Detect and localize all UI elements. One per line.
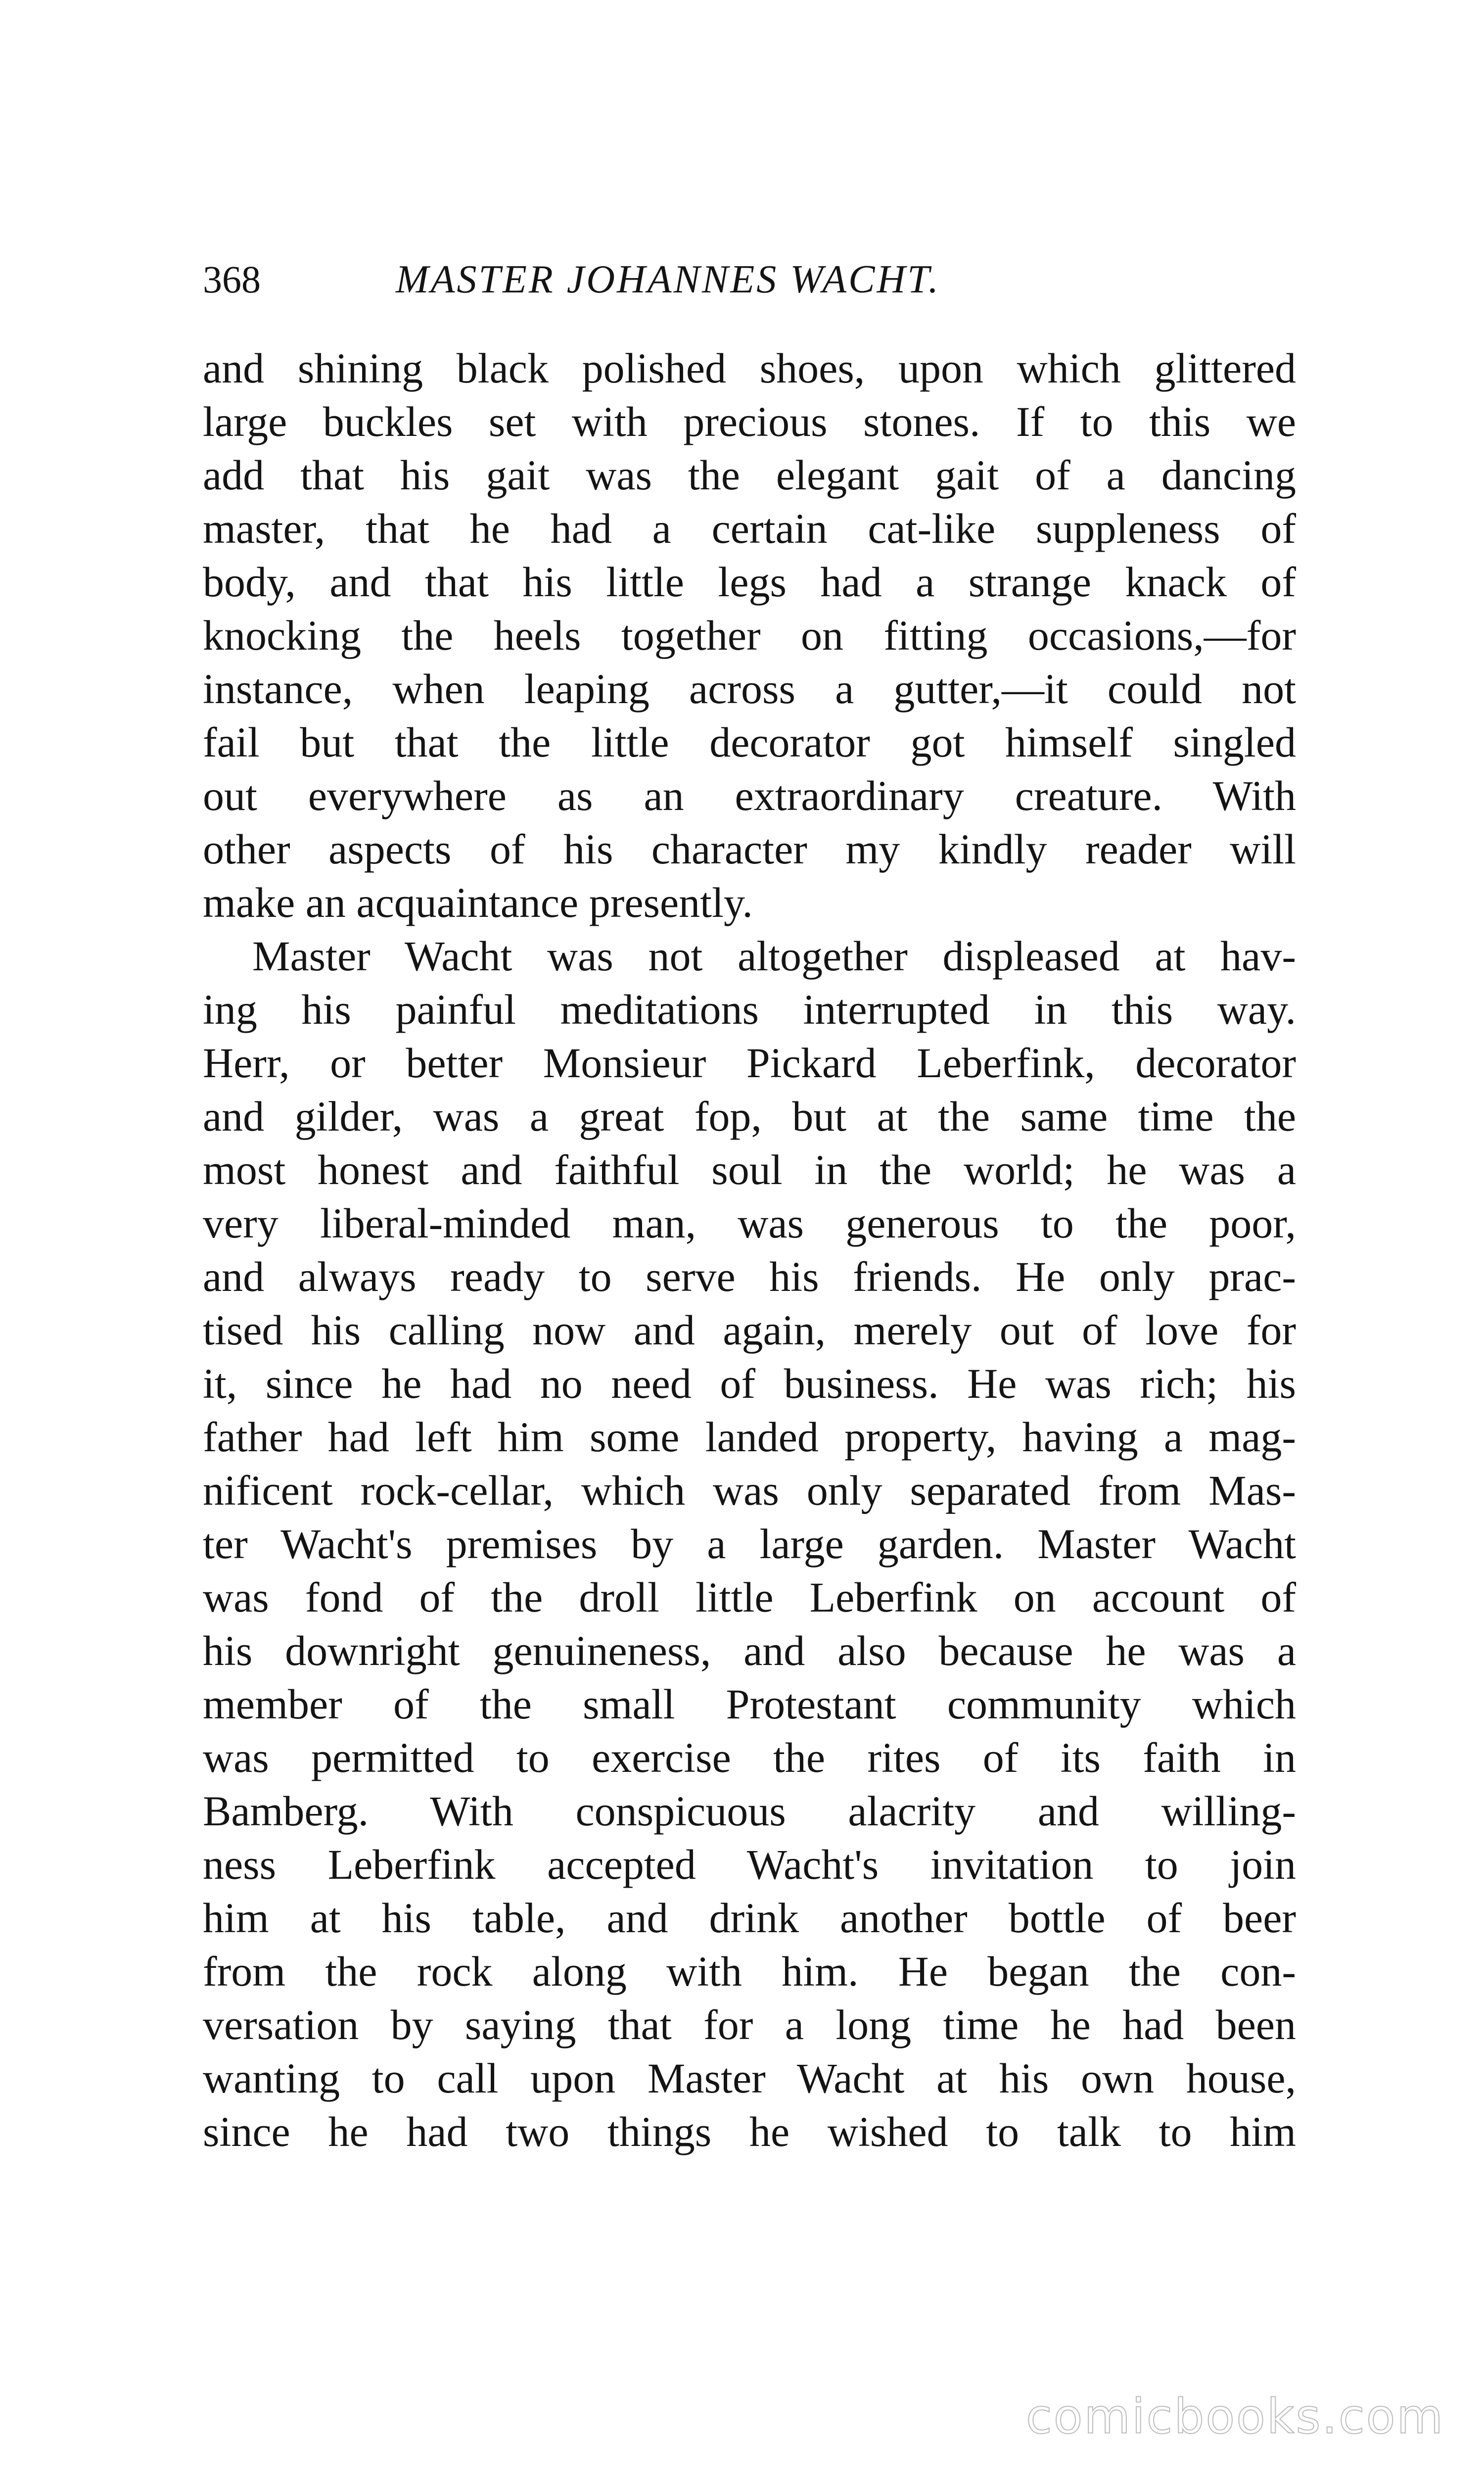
text-line: ness Leberfink accepted Wacht's invitation to join — [203, 1841, 1296, 1888]
text-line: tised his calling now and again, merely out of love for — [203, 1306, 1296, 1354]
text-line: master, that he had a certain cat-like suppleness of — [203, 505, 1296, 552]
text-line: versation by saying that for a long time he had been — [203, 2001, 1296, 2048]
text-line: father had left him some landed property, having a mag- — [203, 1413, 1296, 1461]
text-line: since he had two things he wished to talk to him — [203, 2108, 1296, 2155]
text-line: body, and that his little legs had a strange knack of — [203, 558, 1296, 606]
text-line: instance, when leaping across a gutter,—it could not — [203, 665, 1296, 713]
text-line: him at his table, and drink another bottle of beer — [203, 1894, 1296, 1942]
text-line: from the rock along with him. He began the con- — [203, 1948, 1296, 1995]
text-line: ing his painful meditations interrupted in this way. — [203, 986, 1296, 1033]
text-line: his downright genuineness, and also because he was a — [203, 1627, 1296, 1674]
text-line: was fond of the droll little Leberfink on account of — [203, 1573, 1296, 1621]
text-line: and gilder, was a great fop, but at the same time the — [203, 1093, 1296, 1140]
text-line: and always ready to serve his friends. He only prac- — [203, 1253, 1296, 1300]
body-text — [203, 341, 1296, 2158]
text-line: fail but that the little decorator got himself singled — [203, 718, 1296, 766]
text-line: member of the small Protestant community which — [203, 1680, 1296, 1728]
text-line: ter Wacht's premises by a large garden. Master Wacht — [203, 1520, 1296, 1568]
text-line: make an acquaintance presently. — [203, 879, 753, 926]
text-line: nificent rock-cellar, which was only separated from Mas- — [203, 1467, 1296, 1514]
page-header — [203, 250, 1321, 309]
text-line: most honest and faithful soul in the world; he was a — [203, 1146, 1296, 1193]
text-line: and shining black polished shoes, upon which glittered — [203, 344, 1296, 392]
text-line: add that his gait was the elegant gait of a dancing — [203, 451, 1296, 499]
text-line: other aspects of his character my kindly reader will — [203, 825, 1296, 873]
text-line: wanting to call upon Master Wacht at his own house, — [203, 2054, 1296, 2102]
running-title: MASTER JOHANNES WACHT. — [396, 258, 940, 301]
text-line: it, since he had no need of business. He was rich; his — [203, 1360, 1296, 1407]
text-line: was permitted to exercise the rites of its faith in — [203, 1734, 1296, 1781]
text-line: knocking the heels together on fitting occasions,—for — [203, 612, 1296, 659]
text-line: very liberal-minded man, was generous to the poor, — [203, 1199, 1296, 1247]
text-line: Bamberg. With conspicuous alacrity and willing- — [203, 1787, 1296, 1835]
text-line: Herr, or better Monsieur Pickard Leberfink, decorator — [203, 1039, 1296, 1087]
page-number: 368 — [203, 258, 261, 301]
text-line: out everywhere as an extraordinary creature. With — [203, 772, 1296, 819]
text-line: Master Wacht was not altogether displeased at hav- — [252, 932, 1296, 980]
text-line: large buckles set with precious stones. If to this we — [203, 398, 1296, 445]
watermark: comicbooks.com — [1025, 2389, 1444, 2444]
